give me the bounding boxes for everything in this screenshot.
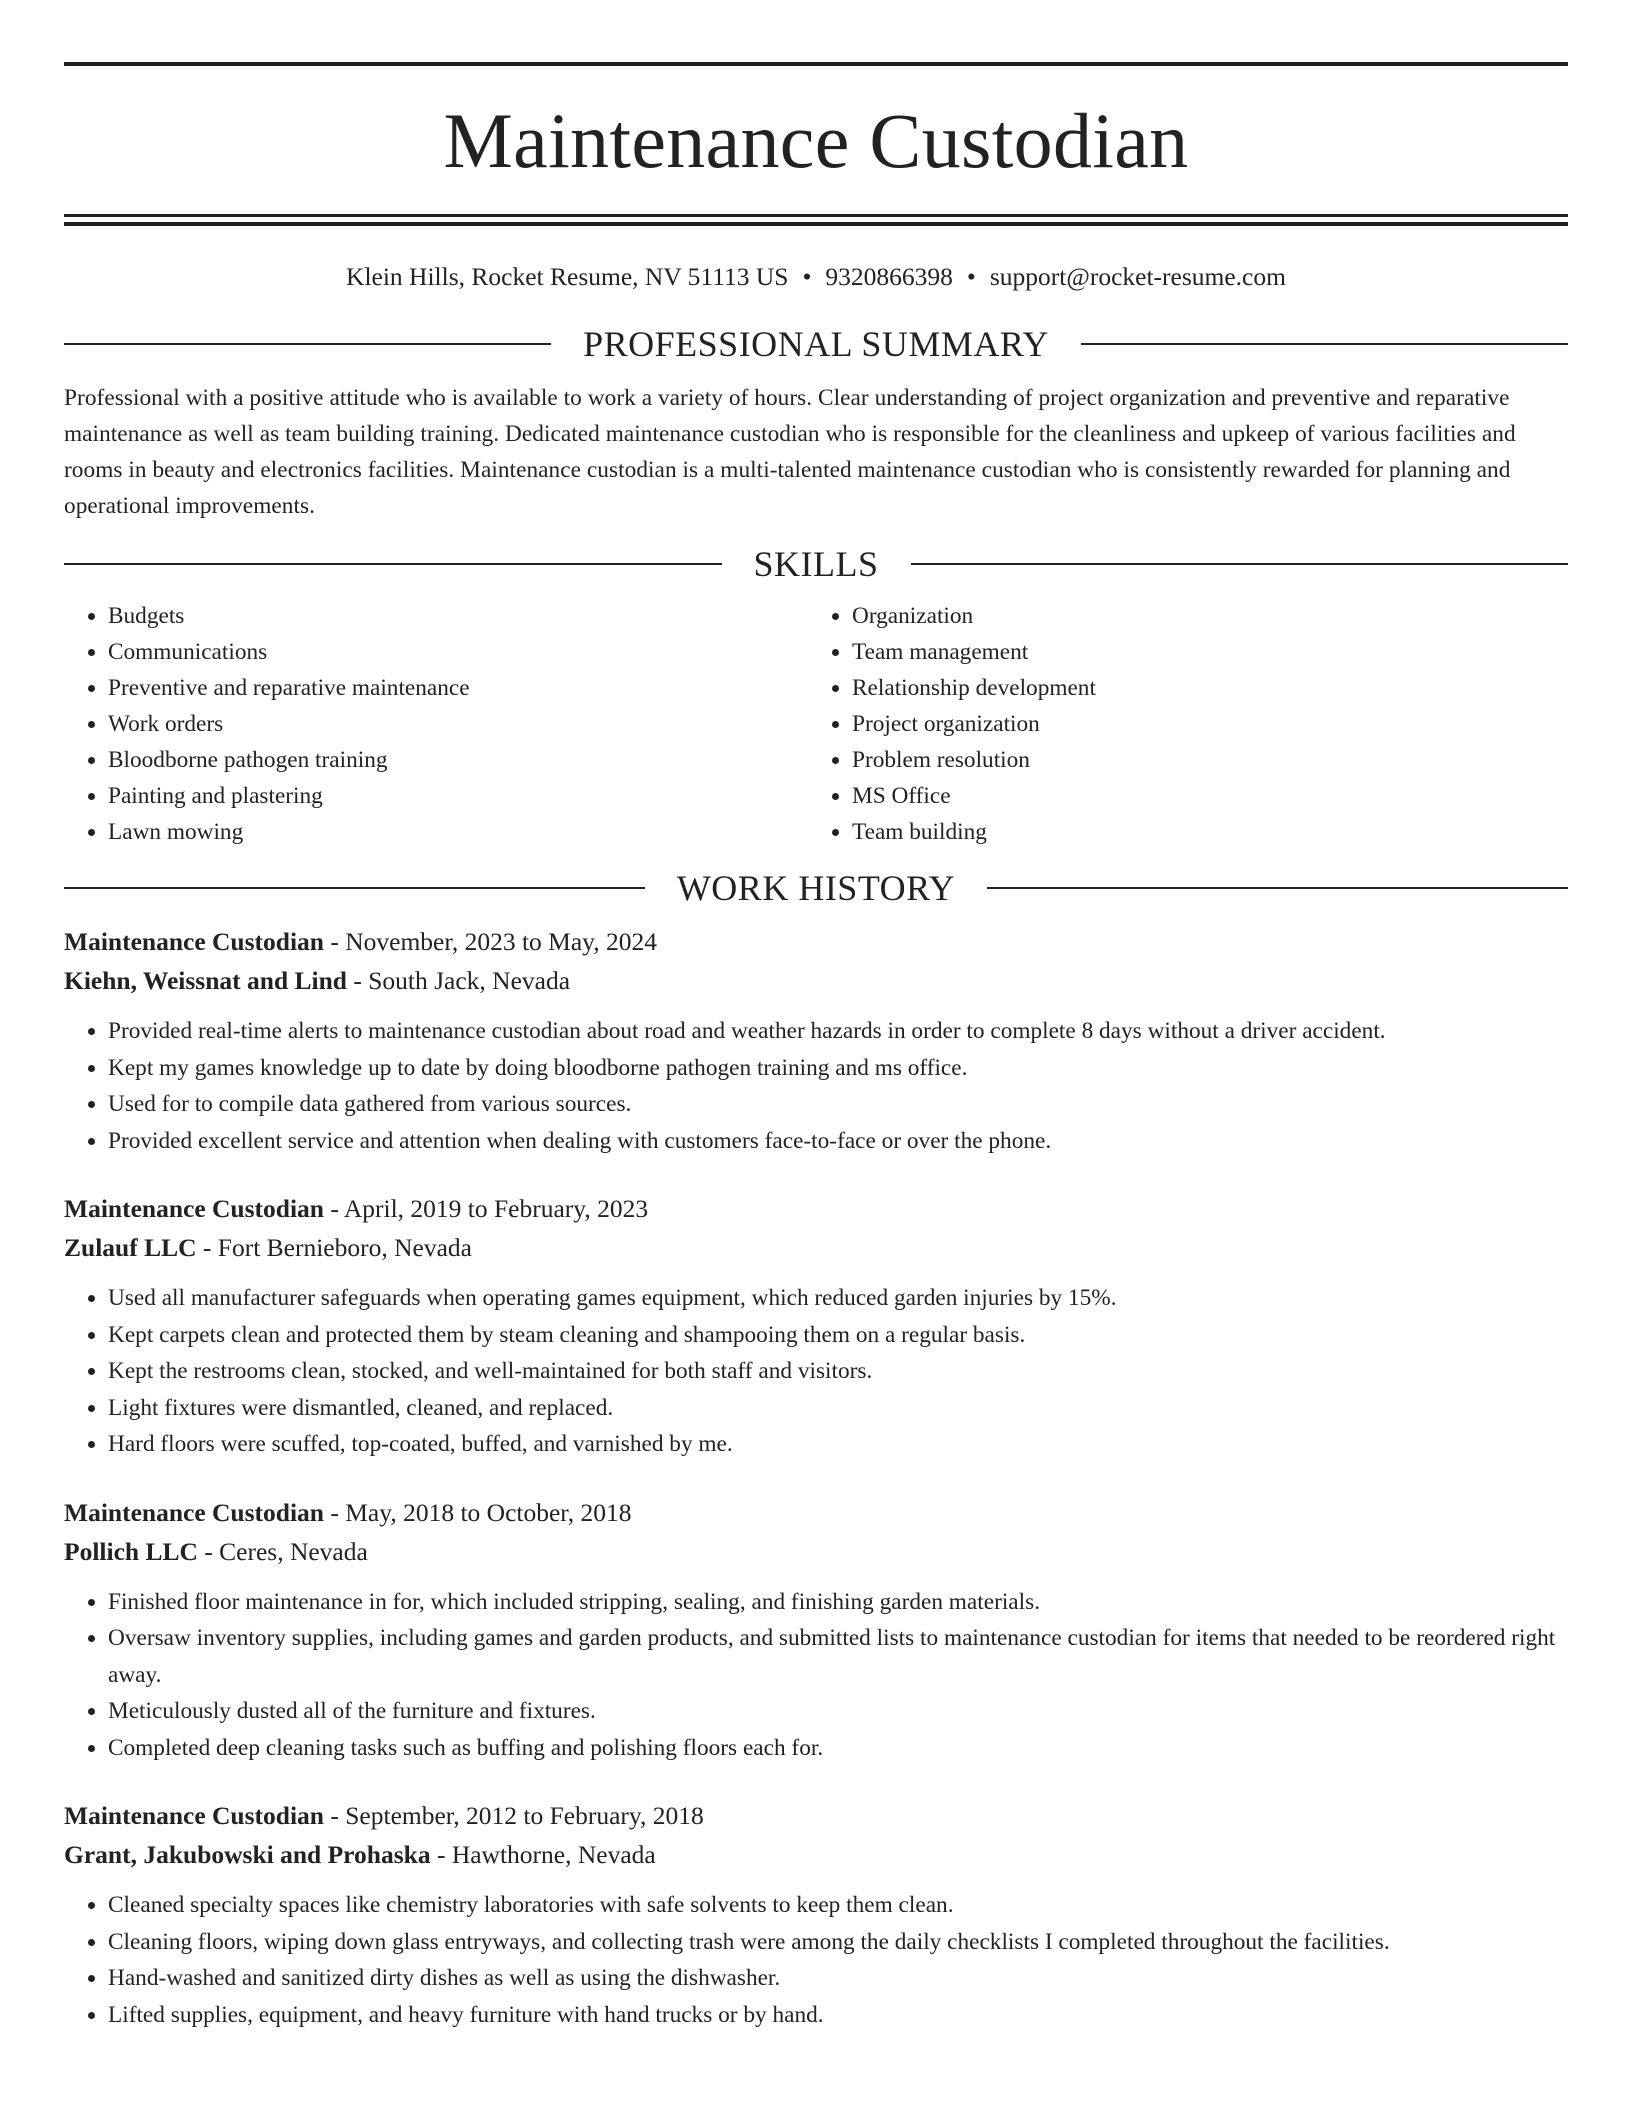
dash: - xyxy=(323,1801,346,1830)
skill-item: • Work orders xyxy=(108,706,806,742)
job-bullet: • Hard floors were scuffed, top-coated, buffed, and varnished by me. xyxy=(108,1426,1568,1463)
summary-section-heading xyxy=(64,322,1568,366)
job-bullet: • Cleaned specialty spaces like chemistry laboratories with safe solvents to keep them clean. xyxy=(108,1887,1568,1924)
job-bullet: • Finished floor maintenance in for, which included stripping, sealing, and finishing garden materials. xyxy=(108,1584,1568,1621)
job-location: Hawthorne, Nevada xyxy=(451,1840,656,1869)
job-location: Fort Bernieboro, Nevada xyxy=(217,1233,472,1262)
skill-item: • Organization xyxy=(852,598,1550,634)
job-bullets xyxy=(64,1013,1568,1159)
summary-text: Professional with a positive attitude who is available to work a variety of hours. Clear understanding of project organization and preventive and reparative maintenance as well as team building training. Dedicated maintenance custodian who is responsible for the cleanliness and upkeep of various facilities and rooms in beauty and electronics facilities. Maintenance custodian is a multi-talented maintenance custodian who is consistently rewarded for planning and operational improvements. xyxy=(64,385,1516,519)
job-title: Maintenance Custodian xyxy=(64,1497,324,1527)
job-bullet: • Hand-washed and sanitized dirty dishes as well as using the dishwasher. xyxy=(108,1960,1568,1997)
heading-rule xyxy=(64,563,722,565)
company-name: Grant, Jakubowski and Prohaska xyxy=(64,1840,431,1869)
job-company-line xyxy=(64,1228,1568,1267)
skills-column-left xyxy=(64,598,806,850)
dash: - xyxy=(196,1233,218,1262)
skill-item: • Bloodborne pathogen training xyxy=(108,742,806,778)
company-name: Zulauf LLC xyxy=(64,1233,197,1262)
job-location: South Jack, Nevada xyxy=(368,966,571,995)
skill-item: • Lawn mowing xyxy=(108,814,806,850)
skill-item: • Problem resolution xyxy=(852,742,1550,778)
job-bullets xyxy=(64,1584,1568,1767)
section-title: SKILLS xyxy=(753,544,879,584)
job-title: Maintenance Custodian xyxy=(64,927,324,956)
job-bullet: • Completed deep cleaning tasks such as buffing and polishing floors each for. xyxy=(108,1730,1568,1767)
heading-rule xyxy=(64,343,551,345)
job-bullet: • Provided excellent service and attention when dealing with customers face-to-face or over the phone. xyxy=(108,1123,1568,1160)
contact-separator: • xyxy=(966,262,976,291)
job-title-line xyxy=(64,1493,1568,1532)
contact-phone: 9320866398 xyxy=(825,262,953,291)
job-dates: May, 2018 to October, 2018 xyxy=(345,1497,632,1527)
company-name: Pollich LLC xyxy=(64,1536,198,1566)
dash: - xyxy=(197,1536,220,1566)
job-bullets xyxy=(64,1887,1568,2033)
candidate-name: Maintenance Custodian xyxy=(443,97,1189,184)
dash: - xyxy=(323,927,346,956)
skill-item: • Project organization xyxy=(852,706,1550,742)
contact-separator: • xyxy=(802,262,812,291)
job-location: Ceres, Nevada xyxy=(219,1536,368,1566)
job-title: Maintenance Custodian xyxy=(64,1801,324,1830)
section-title: WORK HISTORY xyxy=(676,868,956,908)
heading-rule xyxy=(1081,343,1568,345)
skill-item: • Communications xyxy=(108,634,806,670)
resume-page xyxy=(64,0,1568,2033)
dash: - xyxy=(346,966,369,995)
job-title: Maintenance Custodian xyxy=(64,1194,324,1223)
skill-item: • Team management xyxy=(852,634,1550,670)
section-title: PROFESSIONAL SUMMARY xyxy=(583,324,1049,364)
double-rule xyxy=(64,214,1568,226)
job-dates: September, 2012 to February, 2018 xyxy=(345,1801,704,1830)
job-entry xyxy=(64,922,1568,1159)
dash: - xyxy=(323,1194,344,1223)
job-bullet: • Light fixtures were dismantled, cleaned, and replaced. xyxy=(108,1390,1568,1427)
contact-line xyxy=(64,261,1568,293)
job-entry xyxy=(64,1189,1568,1463)
skills-list xyxy=(64,598,1568,850)
job-title-line xyxy=(64,1796,1568,1835)
job-bullet: • Kept my games knowledge up to date by doing bloodborne pathogen training and ms office. xyxy=(108,1050,1568,1087)
skill-item: • Budgets xyxy=(108,598,806,634)
heading-rule xyxy=(911,563,1569,565)
job-title-line xyxy=(64,1189,1568,1228)
job-bullet: • Used for to compile data gathered from various sources. xyxy=(108,1086,1568,1123)
job-bullet: • Kept the restrooms clean, stocked, and well-maintained for both staff and visitors. xyxy=(108,1353,1568,1390)
skill-item: • Painting and plastering xyxy=(108,778,806,814)
skills-section-heading xyxy=(64,542,1568,586)
job-bullet: • Meticulously dusted all of the furniture and fixtures. xyxy=(108,1693,1568,1730)
job-company-line xyxy=(64,1835,1568,1874)
job-bullet: • Oversaw inventory supplies, including games and garden products, and submitted lists to maintenance custodian for items that needed to be reordered right away. xyxy=(108,1620,1568,1693)
contact-address: Klein Hills, Rocket Resume, NV 51113 US xyxy=(346,262,789,291)
job-bullets xyxy=(64,1280,1568,1463)
job-title-line xyxy=(64,922,1568,961)
work-section-heading xyxy=(64,866,1568,910)
contact-email: support@rocket-resume.com xyxy=(989,262,1286,291)
job-bullet: • Used all manufacturer safeguards when operating games equipment, which reduced garden injuries by 15%. xyxy=(108,1280,1568,1317)
heading-rule xyxy=(987,887,1568,889)
work-history-list xyxy=(64,922,1568,2033)
job-company-line xyxy=(64,961,1568,1000)
job-entry xyxy=(64,1493,1568,1767)
job-bullet: • Lifted supplies, equipment, and heavy furniture with hand trucks or by hand. xyxy=(108,1997,1568,2034)
dash: - xyxy=(430,1840,452,1869)
skill-item: • Preventive and reparative maintenance xyxy=(108,670,806,706)
job-entry xyxy=(64,1796,1568,2033)
job-dates: November, 2023 to May, 2024 xyxy=(345,927,658,956)
skills-column-right xyxy=(806,598,1550,850)
job-bullet: • Cleaning floors, wiping down glass entryways, and collecting trash were among the daily checklists I completed throughout the facilities. xyxy=(108,1924,1568,1961)
job-company-line xyxy=(64,1532,1568,1571)
top-rule xyxy=(64,62,1568,66)
job-bullet: • Kept carpets clean and protected them by steam cleaning and shampooing them on a regular basis. xyxy=(108,1317,1568,1354)
dash: - xyxy=(323,1497,346,1527)
skill-item: • MS Office xyxy=(852,778,1550,814)
job-dates: April, 2019 to February, 2023 xyxy=(343,1194,649,1223)
skill-item: • Relationship development xyxy=(852,670,1550,706)
heading-rule xyxy=(64,887,645,889)
company-name: Kiehn, Weissnat and Lind xyxy=(64,966,347,995)
job-bullet: • Provided real-time alerts to maintenance custodian about road and weather hazards in order to complete 8 days without a driver accident. xyxy=(108,1013,1568,1050)
skill-item: • Team building xyxy=(852,814,1550,850)
